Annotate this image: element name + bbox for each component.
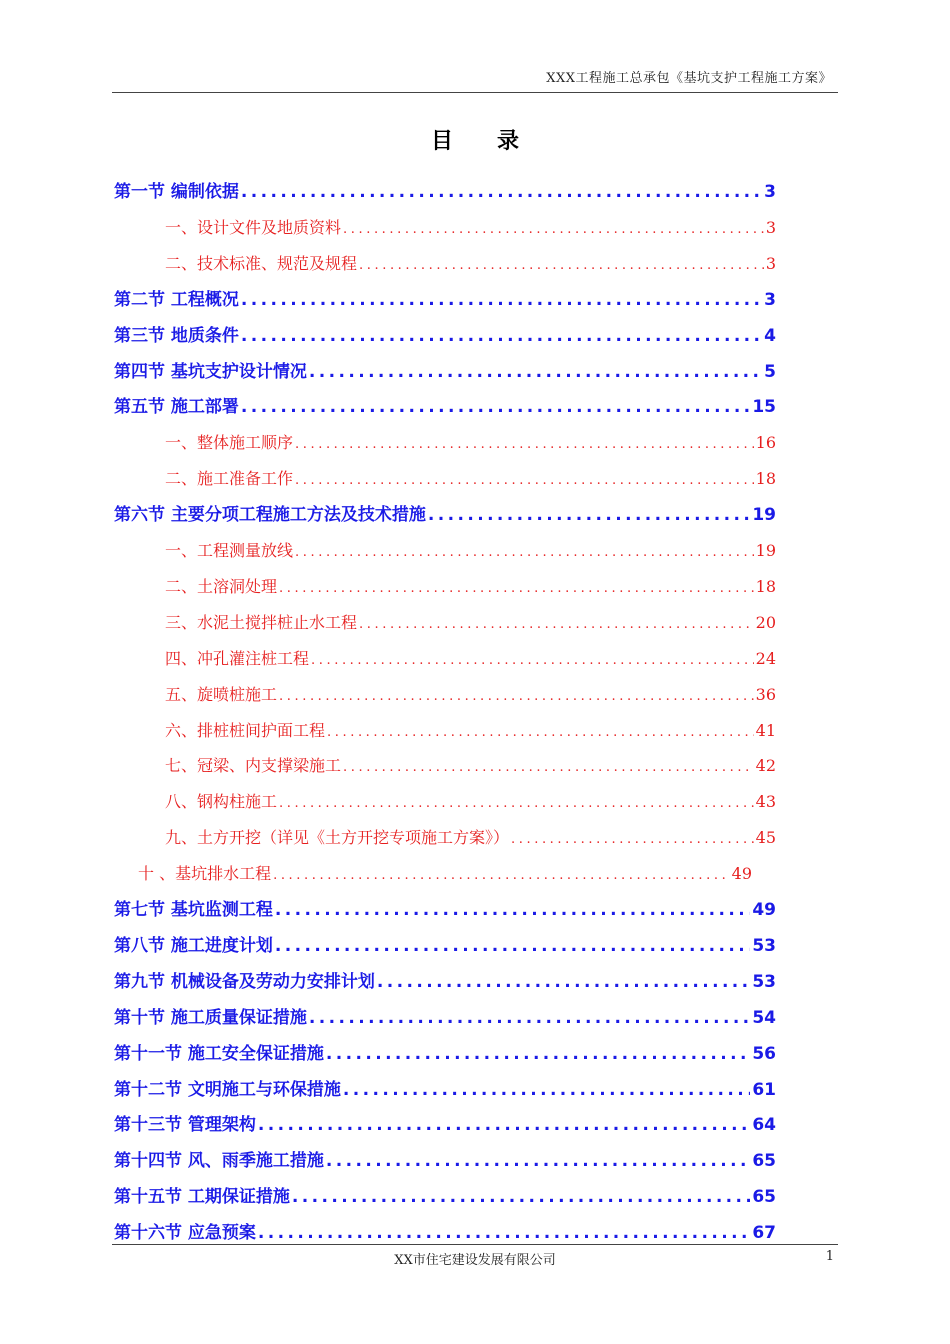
toc-entry-label: 二、施工准备工作 xyxy=(165,469,294,489)
toc-dot-leader xyxy=(241,180,762,204)
toc-dot-leader xyxy=(279,792,754,814)
header-divider xyxy=(112,92,838,93)
toc-entry-page-number: 24 xyxy=(755,648,776,668)
toc-entry-label: 一、整体施工顺序 xyxy=(165,433,294,453)
toc-section-entry[interactable] xyxy=(114,934,776,958)
toc-entry-page-number: 5 xyxy=(764,361,776,382)
toc-section-entry[interactable] xyxy=(114,1113,776,1137)
toc-section-entry[interactable] xyxy=(114,1042,776,1066)
toc-entry-page-number: 54 xyxy=(752,1007,776,1028)
toc-entry-page-number: 20 xyxy=(755,612,776,632)
toc-section-entry[interactable] xyxy=(114,1006,776,1030)
toc-subsection-entry[interactable] xyxy=(165,611,776,635)
toc-subsection-entry[interactable] xyxy=(138,862,752,886)
toc-subsection-entry[interactable] xyxy=(165,754,776,778)
toc-section-entry[interactable] xyxy=(114,180,776,204)
running-header: XXX工程施工总承包《基坑支护工程施工方案》 xyxy=(546,71,832,86)
toc-entry-label: 第八节 施工进度计划 xyxy=(114,935,273,956)
toc-dot-leader xyxy=(275,934,750,958)
toc-dot-leader xyxy=(241,324,762,348)
toc-subsection-entry[interactable] xyxy=(165,826,776,850)
toc-entry-label: 三、水泥土搅拌桩止水工程 xyxy=(165,612,358,632)
toc-entry-page-number: 3 xyxy=(764,289,776,310)
toc-entry-label: 第五节 施工部署 xyxy=(114,397,239,418)
toc-dot-leader xyxy=(292,1185,750,1209)
toc-subsection-entry[interactable] xyxy=(165,647,776,671)
toc-entry-page-number: 41 xyxy=(755,720,776,740)
toc-section-entry[interactable] xyxy=(114,1221,776,1245)
toc-entry-page-number: 67 xyxy=(752,1223,776,1244)
toc-entry-label: 十 、基坑排水工程 xyxy=(138,864,272,884)
toc-entry-page-number: 19 xyxy=(755,541,776,560)
toc-subsection-entry[interactable] xyxy=(165,431,776,455)
toc-entry-page-number: 65 xyxy=(752,1187,776,1208)
toc-entry-page-number: 3 xyxy=(765,217,776,237)
toc-section-entry[interactable] xyxy=(114,1078,776,1102)
toc-dot-leader xyxy=(295,469,754,491)
toc-dot-leader xyxy=(279,685,754,707)
toc-dot-leader xyxy=(309,1006,750,1030)
toc-entry-label: 第二节 工程概况 xyxy=(114,289,239,310)
toc-entry-page-number: 61 xyxy=(752,1079,776,1100)
toc-entry-label: 二、技术标准、规范及规程 xyxy=(165,253,358,273)
toc-section-entry[interactable] xyxy=(114,324,776,348)
toc-subsection-entry[interactable] xyxy=(165,719,776,743)
toc-entry-page-number: 3 xyxy=(765,253,776,273)
toc-dot-leader xyxy=(377,970,750,994)
toc-subsection-entry[interactable] xyxy=(165,539,776,563)
toc-dot-leader xyxy=(309,360,762,384)
toc-entry-label: 第十五节 工期保证措施 xyxy=(114,1187,290,1208)
toc-entry-page-number: 43 xyxy=(755,792,776,812)
footer-divider xyxy=(112,1244,838,1245)
toc-entry-page-number: 18 xyxy=(755,576,776,596)
toc-dot-leader xyxy=(241,288,762,312)
toc-entry-page-number: 56 xyxy=(752,1043,776,1064)
toc-entry-label: 第十六节 应急预案 xyxy=(114,1223,256,1244)
toc-entry-label: 第四节 基坑支护设计情况 xyxy=(114,361,307,382)
toc-subsection-entry[interactable] xyxy=(165,467,776,491)
toc-entry-page-number: 19 xyxy=(752,505,776,526)
toc-entry-page-number: 36 xyxy=(755,684,776,704)
toc-dot-leader xyxy=(241,395,750,419)
toc-section-entry[interactable] xyxy=(114,288,776,312)
toc-entry-label: 第一节 编制依据 xyxy=(114,182,239,202)
toc-entry-label: 一、设计文件及地质资料 xyxy=(165,217,342,237)
toc-subsection-entry[interactable] xyxy=(165,216,776,240)
toc-entry-page-number: 49 xyxy=(731,864,752,884)
page-title: 目 录 xyxy=(430,129,519,154)
toc-subsection-entry[interactable] xyxy=(165,252,776,276)
toc-entry-page-number: 53 xyxy=(752,971,776,992)
toc-dot-leader xyxy=(258,1221,750,1245)
toc-dot-leader xyxy=(343,1078,750,1102)
toc-dot-leader xyxy=(326,1149,750,1173)
footer-company: XX市住宅建设发展有限公司 xyxy=(394,1253,556,1268)
toc-section-entry[interactable] xyxy=(114,970,776,994)
toc-dot-leader xyxy=(359,613,754,635)
toc-dot-leader xyxy=(326,1042,750,1066)
toc-subsection-entry[interactable] xyxy=(165,575,776,599)
toc-section-entry[interactable] xyxy=(114,360,776,384)
toc-entry-label: 第六节 主要分项工程施工方法及技术措施 xyxy=(114,505,426,526)
toc-entry-label: 第三节 地质条件 xyxy=(114,325,239,346)
toc-entry-page-number: 53 xyxy=(752,935,776,956)
toc-entry-label: 第九节 机械设备及劳动力安排计划 xyxy=(114,971,375,992)
toc-section-entry[interactable] xyxy=(114,1149,776,1173)
toc-entry-label: 七、冠梁、内支撑梁施工 xyxy=(165,756,342,776)
toc-dot-leader xyxy=(273,864,730,886)
toc-entry-label: 一、工程测量放线 xyxy=(165,541,294,560)
toc-dot-leader xyxy=(511,828,754,850)
toc-entry-label: 五、旋喷桩施工 xyxy=(165,684,278,704)
toc-entry-page-number: 65 xyxy=(752,1151,776,1172)
toc-entry-page-number: 4 xyxy=(764,325,776,346)
toc-section-entry[interactable] xyxy=(114,395,776,419)
toc-entry-label: 八、钢构柱施工 xyxy=(165,792,278,812)
toc-dot-leader xyxy=(343,218,764,240)
toc-entry-label: 第十三节 管理架构 xyxy=(114,1115,256,1136)
toc-entry-page-number: 64 xyxy=(752,1115,776,1136)
toc-entry-label: 第十节 施工质量保证措施 xyxy=(114,1007,307,1028)
toc-section-entry[interactable] xyxy=(114,898,776,922)
toc-entry-page-number: 49 xyxy=(752,900,776,920)
toc-dot-leader xyxy=(275,898,750,922)
toc-entry-label: 第十四节 风、雨季施工措施 xyxy=(114,1151,324,1172)
toc-dot-leader xyxy=(279,577,754,599)
toc-dot-leader xyxy=(258,1113,750,1137)
toc-subsection-entry[interactable] xyxy=(165,790,776,814)
toc-entry-page-number: 42 xyxy=(755,756,776,776)
toc-entry-label: 第七节 基坑监测工程 xyxy=(114,900,273,920)
toc-entry-page-number: 45 xyxy=(755,828,776,848)
toc-subsection-entry[interactable] xyxy=(165,683,776,707)
toc-entry-label: 四、冲孔灌注桩工程 xyxy=(165,648,310,668)
toc-dot-leader xyxy=(359,254,764,276)
toc-entry-page-number: 3 xyxy=(764,182,776,202)
toc-dot-leader xyxy=(311,649,754,671)
toc-entry-page-number: 15 xyxy=(752,397,776,418)
toc-entry-label: 九、土方开挖（详见《土方开挖专项施工方案》） xyxy=(165,828,510,848)
toc-entry-label: 第十一节 施工安全保证措施 xyxy=(114,1043,324,1064)
toc-entry-label: 二、土溶洞处理 xyxy=(165,576,278,596)
footer-page-number: 1 xyxy=(825,1249,834,1264)
toc-entry-page-number: 16 xyxy=(755,433,776,453)
toc-dot-leader xyxy=(343,756,754,778)
toc-entry-page-number: 18 xyxy=(755,469,776,489)
toc-section-entry[interactable] xyxy=(114,503,776,527)
toc-section-entry[interactable] xyxy=(114,1185,776,1209)
toc-dot-leader xyxy=(428,503,750,527)
toc-entry-label: 第十二节 文明施工与环保措施 xyxy=(114,1079,341,1100)
toc-entry-label: 六、排桩桩间护面工程 xyxy=(165,720,326,740)
toc-dot-leader xyxy=(295,541,754,563)
toc-dot-leader xyxy=(295,433,754,455)
toc-dot-leader xyxy=(327,721,754,743)
